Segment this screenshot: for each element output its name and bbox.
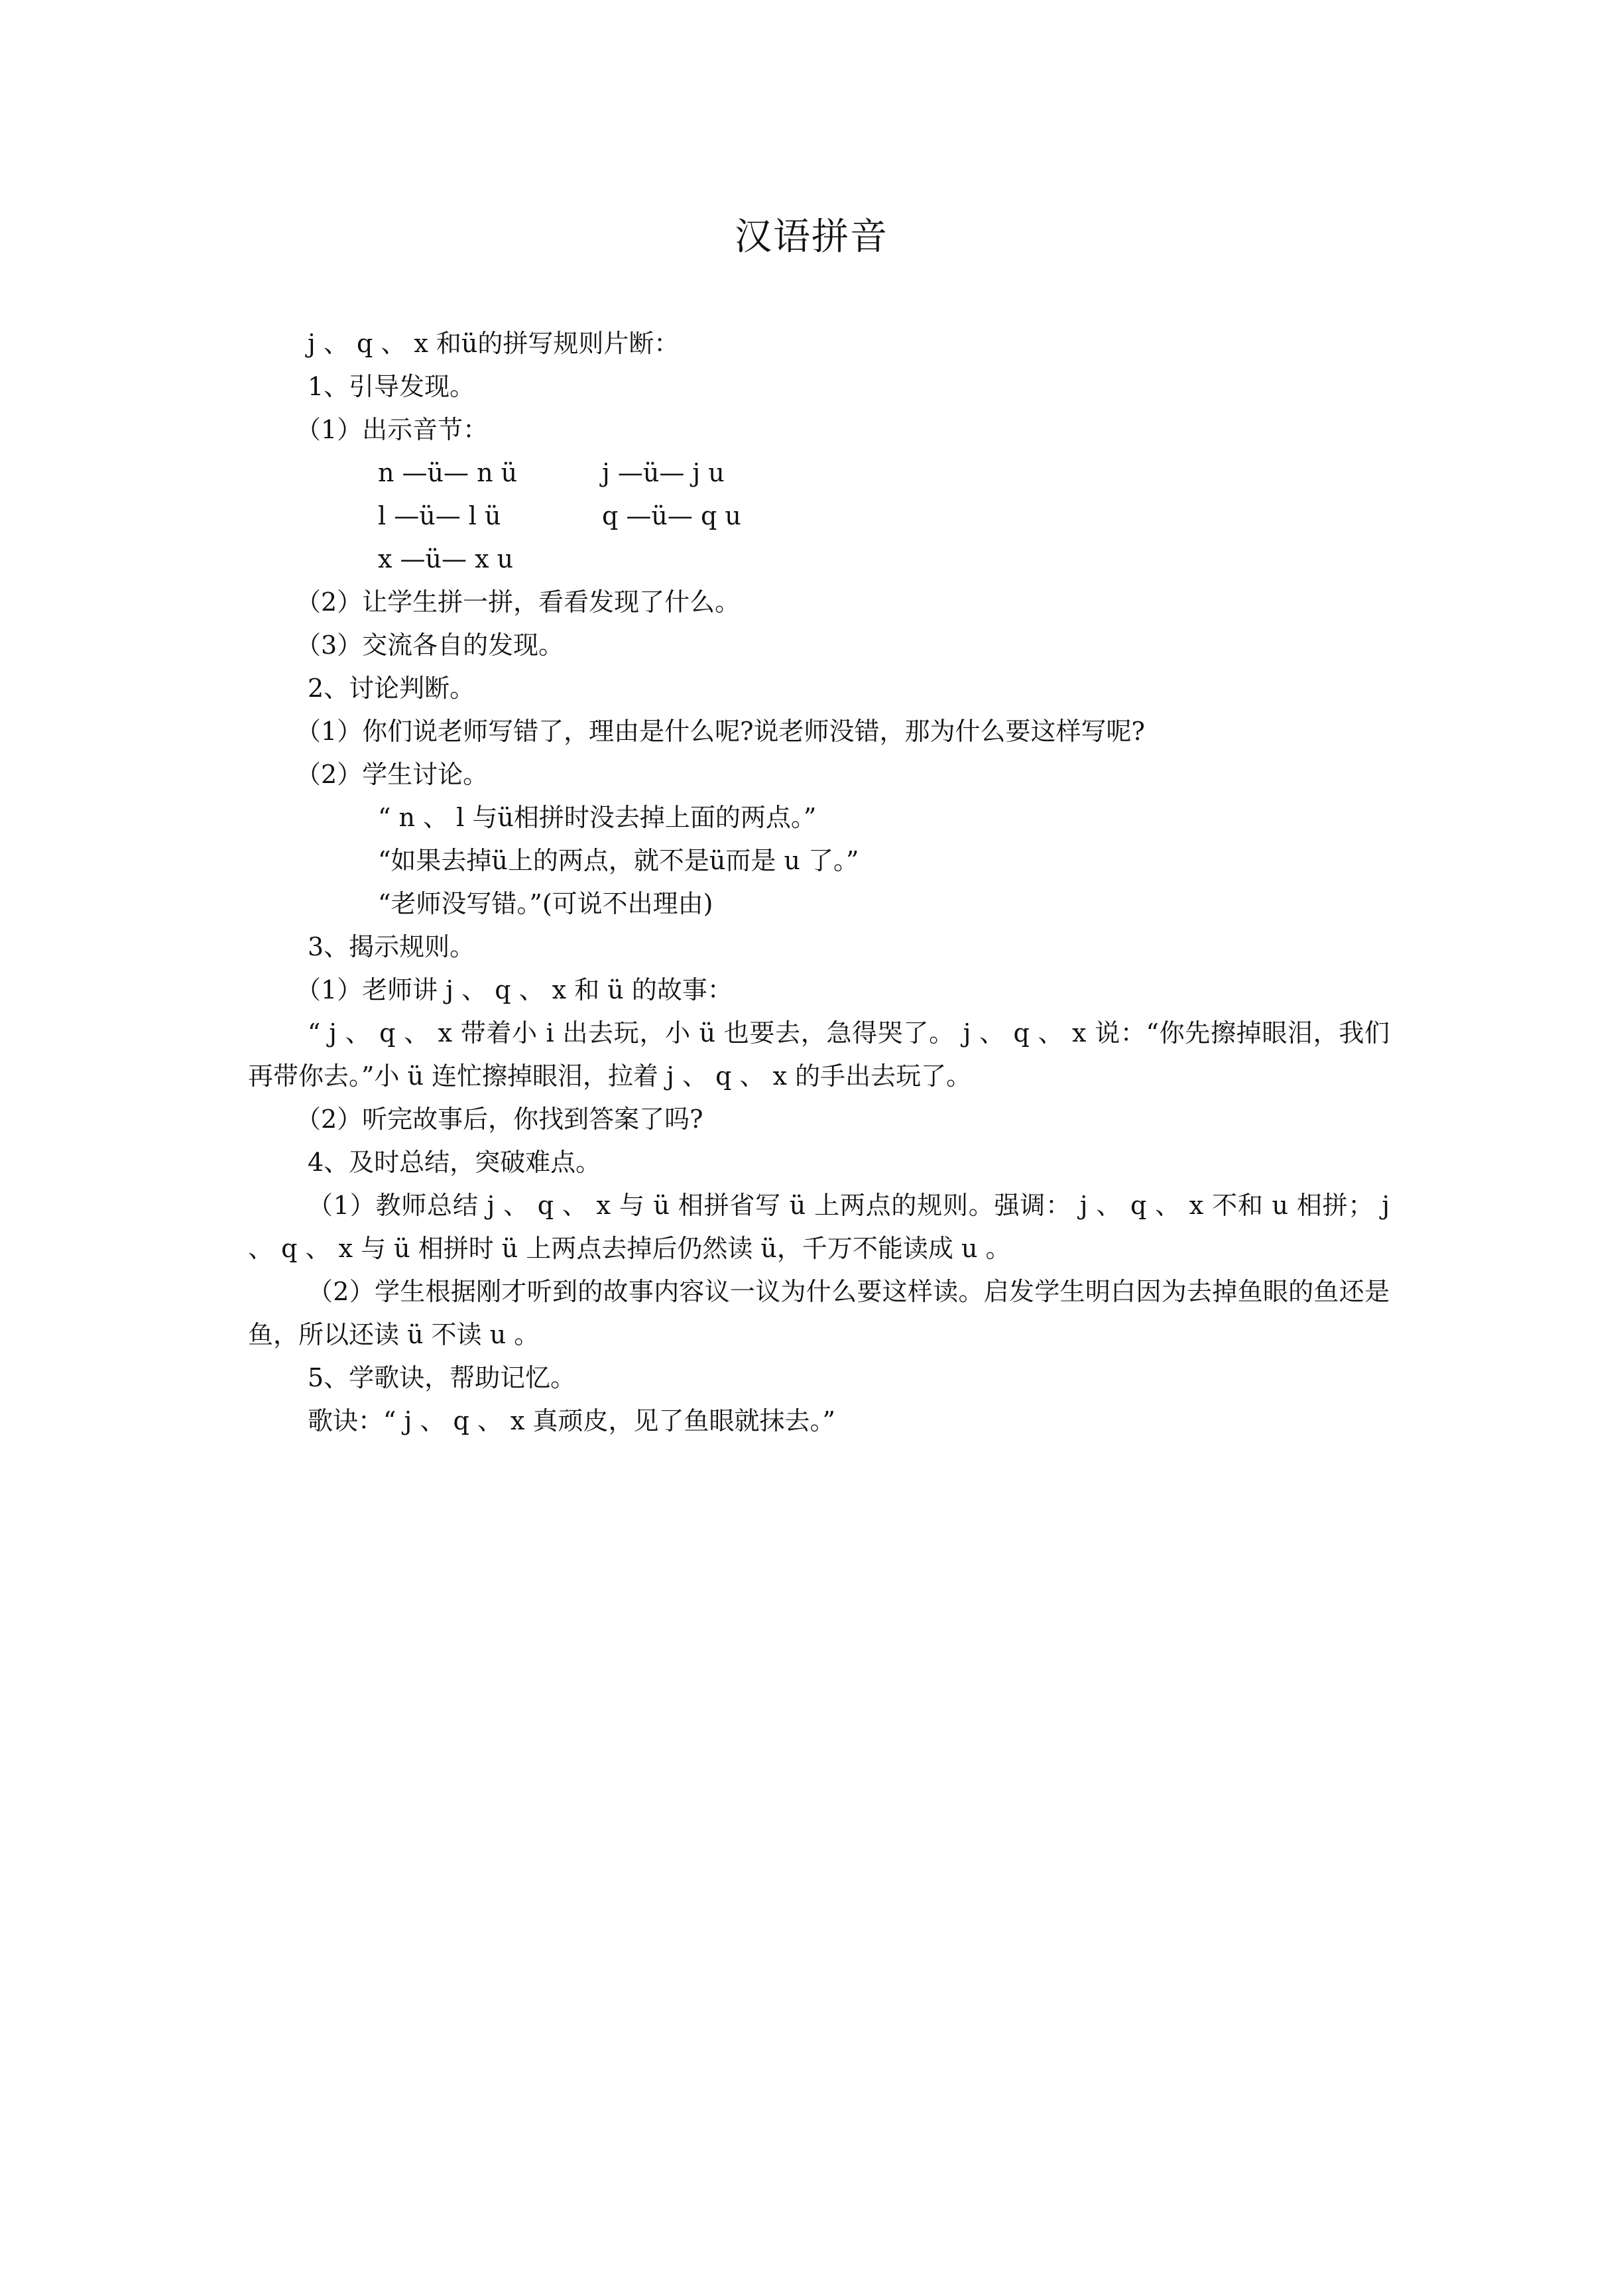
student-quote: “如果去掉ü上的两点，就不是ü而是 u 了。” [378,846,859,875]
syllable: j —ü— j u [602,458,725,487]
section-3-heading: 3、揭示规则。 [308,932,475,961]
section-3-item-1: （1）老师讲 j 、 q 、 x 和 ü 的故事： [296,975,733,1004]
summary-paragraph-1: （1）教师总结 j 、 q 、 x 与 ü 相拼省写 ü 上两点的规则。强调： j 、 q 、 x 不和 u 相拼； j 、 q 、 x 与 ü 相拼时 ü 上两点去掉后仍然读 ü，千万不能读成 u 。 [248,1191,1390,1263]
section-2-item-1: （1）你们说老师写错了，理由是什么呢?说老师没错，那为什么要这样写呢? [296,717,1145,746]
document-body [248,322,1390,1443]
section-4-heading: 4、及时总结，突破难点。 [308,1148,601,1177]
syllable-row [248,495,1390,538]
section-1-item-3: （3）交流各自的发现。 [296,631,564,660]
section-2-item-2: （2）学生讨论。 [296,760,489,789]
section-3-item-2: （2）听完故事后，你找到答案了吗? [296,1105,703,1134]
summary-paragraph-2: （2）学生根据刚才听到的故事内容议一议为什么要这样读。启发学生明白因为去掉鱼眼的鱼还是鱼，所以还读 ü 不读 u 。 [248,1277,1390,1349]
section-1-item-2: （2）让学生拼一拼，看看发现了什么。 [296,587,741,617]
section-1-item-1: （1）出示音节： [296,415,489,444]
syllable: l —ü— l ü [378,501,501,530]
rhyme-line: 歌诀：“ j 、 q 、 x 真顽皮，见了鱼眼就抹去。” [308,1406,835,1435]
section-2-heading: 2、讨论判断。 [308,674,475,703]
story-paragraph: “ j 、 q 、 x 带着小 i 出去玩，小 ü 也要去，急得哭了。 j 、 q 、 x 说：“你先擦掉眼泪，我们再带你去。”小 ü 连忙擦掉眼泪，拉着 j 、 q 、 x 的手出去玩了。 [248,1018,1390,1091]
syllable-row [248,452,1390,495]
section-5-heading: 5、学歌诀，帮助记忆。 [308,1363,576,1392]
page-title: 汉语拼音 [735,215,888,259]
syllable-row [248,538,1390,581]
intro-line: j 、 q 、 x 和ü的拼写规则片断： [308,329,680,358]
syllable: x —ü— x u [378,544,514,574]
syllable: q —ü— q u [602,501,741,530]
section-1-heading: 1、引导发现。 [308,372,475,401]
syllable: n —ü— n ü [378,458,518,487]
student-quote: “老师没写错。”(可说不出理由) [378,889,713,918]
student-quote: “ n 、 l 与ü相拼时没去掉上面的两点。” [378,803,817,832]
